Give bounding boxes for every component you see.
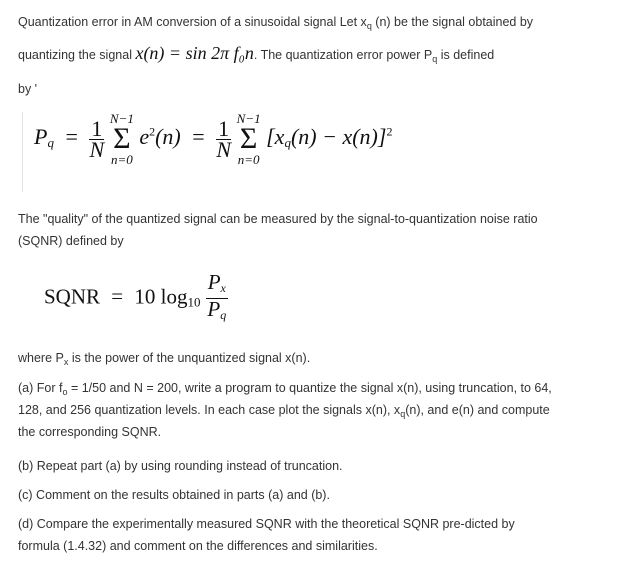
- where-text: where P: [18, 351, 64, 365]
- part-b: [18, 457, 616, 475]
- part-d-text: (d) Compare the experimentally measured SQNR with the theoretical SQNR pre-dicted by: [18, 517, 515, 531]
- intro-text-tail: (n) be the signal obtained by: [371, 15, 534, 29]
- sqnr-intro-line-1: [18, 210, 616, 228]
- eq2-log: log: [160, 284, 188, 309]
- eq2-den-sub: q: [220, 308, 227, 322]
- eq1-fraction: [89, 115, 105, 162]
- intro-text-tail: The quantization error power P: [257, 48, 433, 62]
- formula-dot: .: [253, 48, 258, 62]
- intro-text: Quantization error in AM conversion of a sinusoidal signal Let x: [18, 15, 367, 29]
- part-a-text: (a) For f: [18, 381, 63, 395]
- part-a-text: the corresponding SQNR.: [18, 425, 162, 439]
- eq1-sum-lower: n=0: [110, 152, 133, 167]
- eq1-equals: =: [65, 124, 78, 150]
- intro-text: by ': [18, 82, 38, 96]
- subscript-q: q: [432, 54, 438, 64]
- eq1-fraction-2-numerator: 1: [218, 115, 230, 141]
- sigma-icon: Σ: [113, 122, 131, 155]
- equation-error-power: [34, 112, 392, 166]
- part-c: [18, 486, 616, 504]
- sqnr-intro-text: The "quality" of the quantized signal can be measured by the signal-to-quantization noise ratio: [18, 212, 538, 226]
- part-a-line-1: [18, 379, 616, 401]
- part-a-line-3: [18, 423, 616, 441]
- intro-text-end: is defined: [437, 48, 495, 62]
- eq1-equals-2: =: [192, 124, 205, 150]
- subscript-q: q: [400, 409, 406, 419]
- part-c-text: (c) Comment on the results obtained in parts (a) and (b).: [18, 488, 330, 502]
- subscript-o: o: [62, 387, 68, 397]
- equation-sqnr: [44, 272, 228, 325]
- eq2-log-sub: 10: [187, 294, 201, 310]
- eq1-lhs: P: [34, 124, 48, 150]
- eq1-fraction-2: [216, 115, 232, 162]
- eq1-sum-upper: N−1: [109, 111, 134, 126]
- eq1-summation: [110, 112, 134, 166]
- intro-text: quantizing the signal: [18, 48, 136, 62]
- intro-line-2: [18, 44, 616, 68]
- part-b-text: (b) Repeat part (a) by using rounding instead of truncation.: [18, 459, 343, 473]
- eq2-num-p: P: [207, 270, 221, 294]
- eq2-lhs: SQNR: [44, 284, 101, 309]
- eq1-term-e-arg: (n): [155, 124, 181, 150]
- eq1-fraction-numerator: 1: [91, 115, 103, 141]
- where-line: [18, 349, 616, 371]
- part-a-text-tail: = 1/50 and N = 200, write a program to quantize the signal x(n), using truncation, to 64,: [67, 381, 552, 395]
- sqnr-intro-text: (SQNR) defined by: [18, 234, 124, 248]
- eq1-summation-2: [237, 112, 261, 166]
- equation-margin-rule: [22, 112, 23, 192]
- eq1-term-sup: 2: [386, 124, 393, 139]
- part-a-line-2: [18, 401, 616, 423]
- sqnr-intro-line-2: [18, 232, 616, 250]
- part-a-text: 128, and 256 quantization levels. In each case plot the signals x(n), x: [18, 403, 401, 417]
- part-d-text: formula (1.4.32) and comment on the differences and similarities.: [18, 539, 378, 553]
- eq2-denominator: [206, 299, 228, 325]
- eq2-den-p: P: [207, 297, 221, 321]
- eq2-ten: 10: [134, 284, 156, 309]
- eq1-term-sub: q: [284, 135, 291, 151]
- eq2-num-sub: x: [220, 281, 226, 295]
- intro-line-1: [18, 13, 616, 35]
- sigma-icon: Σ: [239, 122, 258, 155]
- eq1-term-e-sup: 2: [149, 124, 156, 139]
- part-d-line-2: [18, 537, 616, 555]
- where-text-tail: is the power of the unquantized signal x(n).: [68, 351, 311, 365]
- eq1-fraction-denominator: N: [89, 136, 105, 162]
- eq1-term-e: e: [139, 124, 150, 150]
- eq1-term-bracket: [x: [266, 124, 285, 150]
- eq1-fraction-2-denominator: N: [216, 136, 232, 162]
- eq2-equals: =: [111, 284, 124, 309]
- eq1-lhs-sub: q: [47, 135, 54, 151]
- eq2-fraction: [206, 272, 228, 325]
- eq2-numerator: [206, 272, 228, 299]
- eq1-sum2-lower: n=0: [237, 152, 260, 167]
- subscript-x: x: [63, 357, 69, 367]
- subscript-q: q: [366, 21, 372, 31]
- part-d-line-1: [18, 515, 616, 533]
- intro-line-3: [18, 80, 616, 98]
- eq1-sum2-upper: N−1: [236, 111, 261, 126]
- part-a-text-tail: (n), and e(n) and compute: [405, 403, 550, 417]
- eq1-term-rest: (n) − x(n)]: [290, 124, 387, 150]
- signal-formula: x(n) = sin 2π f₀n: [135, 43, 254, 63]
